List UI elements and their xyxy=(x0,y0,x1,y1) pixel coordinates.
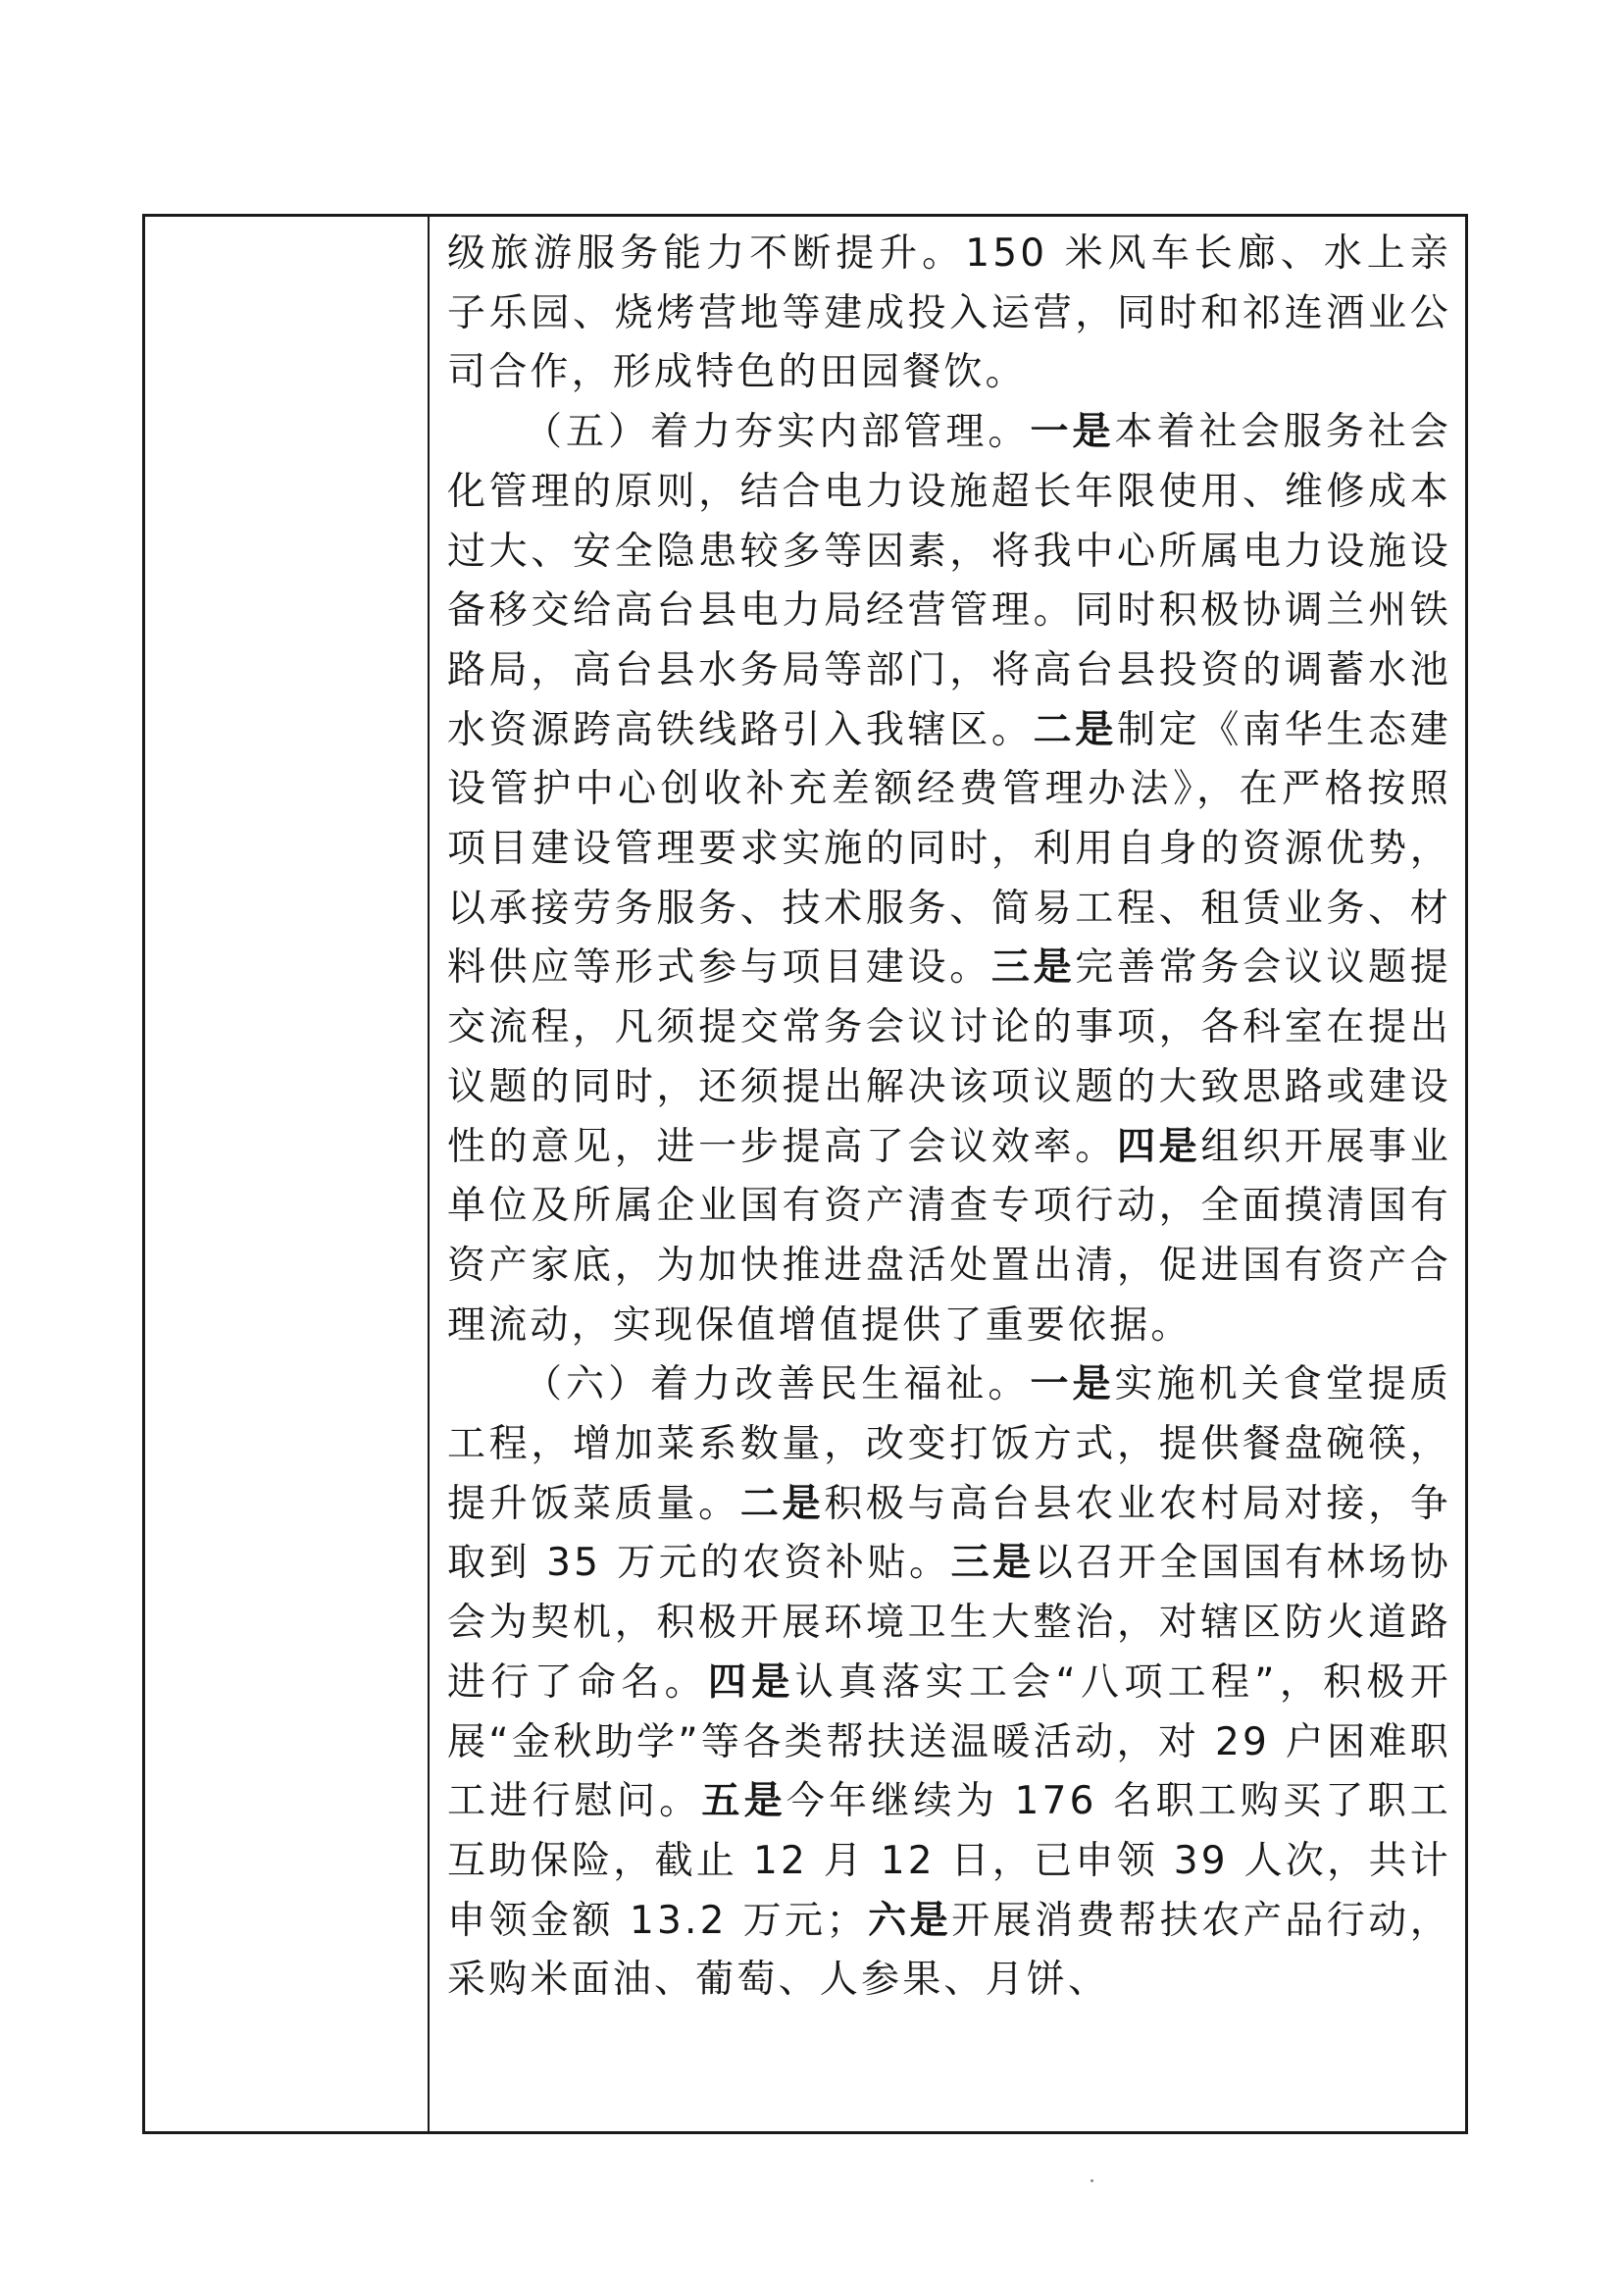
paragraph-text: （六）着力改善民生福祉。 xyxy=(524,1362,1031,1407)
paragraph-text: 积极与高台县农业农村局对接，争取到 35 万元的农资补贴。 xyxy=(447,1481,1451,1586)
paragraph-text: 以召开全国国有林场协会为契机，积极开展环境卫生大整治，对辖区防火道路进行了命名。 xyxy=(447,1541,1451,1705)
paragraph-text: 开展消费帮扶农产品行动，采购米面油、葡萄、人参果、月饼、 xyxy=(447,1898,1452,2003)
paragraph-text: 今年继续为 176 名职工购买了职工互助保险，截止 12 月 12 日，已申领 39 人次，共计申领金额 13.2 万元； xyxy=(447,1779,1451,1943)
content-table xyxy=(142,214,1468,2134)
item-marker: 一是 xyxy=(1030,1362,1115,1407)
body-paragraph xyxy=(447,1355,1451,2011)
paragraph-text: 本着社会服务社会化管理的原则，结合电力设施超长年限使用、维修成本过大、安全隐患较多等因素，将我中心所属电力设施设备移交给高台县电力局经营管理。同时积极协调兰州铁路局，高台县水务局等部门，将高台县投资的调蓄水池水资源跨高铁线路引入我辖区。 xyxy=(447,410,1451,752)
item-marker: 二是 xyxy=(1033,707,1117,752)
scan-speck xyxy=(1090,2179,1093,2182)
item-marker: 三是 xyxy=(950,1541,1035,1586)
paragraph-text: 认真落实工会“八项工程”，积极开展“金秋助学”等各类帮扶送温暖活动，对 29 户困难职工进行慰问。 xyxy=(447,1659,1451,1824)
paragraph-text: 完善常务会议议题提交流程，凡须提交常务会议讨论的事项，各科室在提出议题的同时，还须提出解决该项议题的大致思路或建设性的意见，进一步提高了会议效率。 xyxy=(447,945,1451,1169)
left-label-cell xyxy=(145,217,430,2131)
paragraph-text: 制定《南华生态建设管护中心创收补充差额经费管理办法》，在严格按照项目建设管理要求实施的同时，利用自身的资源优势，以承接劳务服务、技术服务、简易工程、租赁业务、材料供应等形式参与项目建设。 xyxy=(447,707,1451,991)
paragraph-text: （五）着力夯实内部管理。 xyxy=(524,410,1031,455)
item-marker: 五是 xyxy=(701,1779,786,1824)
body-paragraph xyxy=(447,225,1451,403)
item-marker: 二是 xyxy=(739,1481,825,1526)
item-marker: 四是 xyxy=(1116,1124,1201,1169)
item-marker: 六是 xyxy=(867,1898,952,1943)
item-marker: 四是 xyxy=(707,1659,795,1705)
item-marker: 一是 xyxy=(1030,410,1115,455)
item-marker: 三是 xyxy=(990,945,1076,991)
body-paragraph xyxy=(447,403,1451,1355)
paragraph-text: 组织开展事业单位及所属企业国有资产清查专项行动，全面摸清国有资产家底，为加快推进盘活处置出清，促进国有资产合理流动，实现保值增值提供了重要依据。 xyxy=(447,1124,1451,1348)
paragraph-text: 实施机关食堂提质工程，增加菜系数量，改变打饭方式，提供餐盘碗筷，提升饭菜质量。 xyxy=(447,1362,1451,1526)
content-cell xyxy=(430,217,1465,2131)
paragraph-text: 级旅游服务能力不断提升。150 米风车长廊、水上亲子乐园、烧烤营地等建成投入运营，同时和祁连酒业公司合作，形成特色的田园餐饮。 xyxy=(447,231,1451,395)
